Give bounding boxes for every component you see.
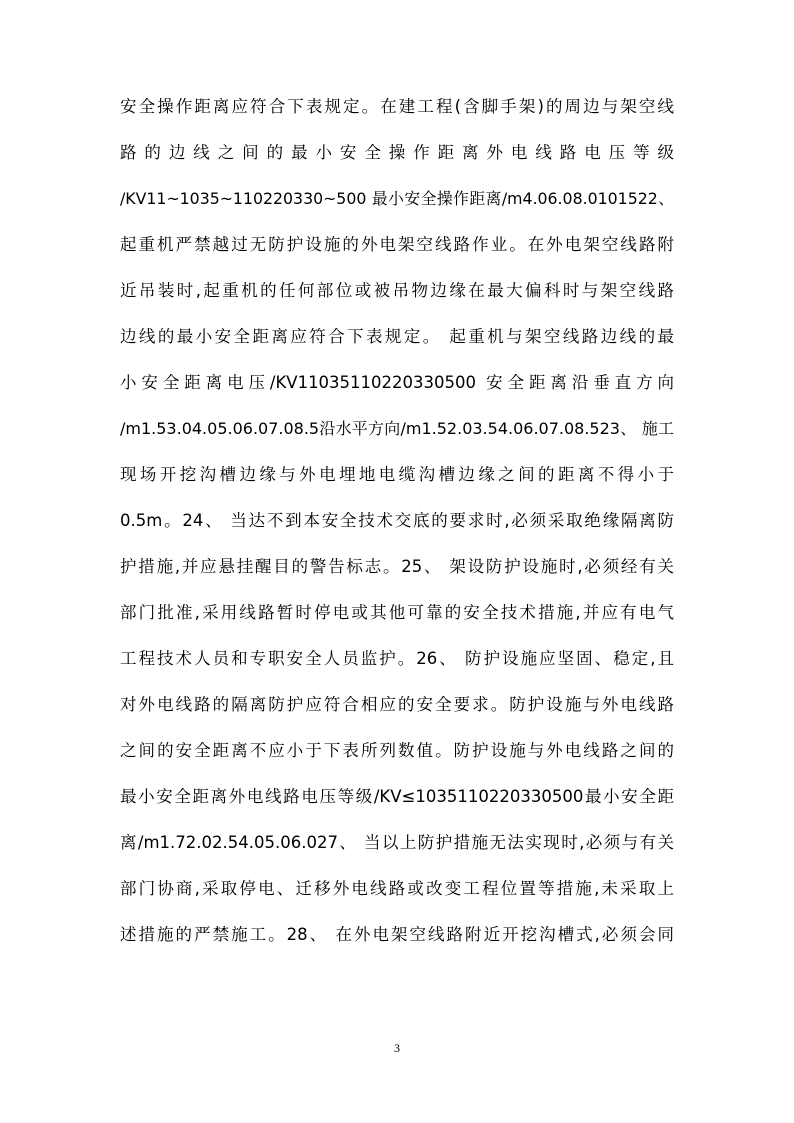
text-line: 述措施的严禁施工。28、 在外电架空线路附近开挖沟槽式,必须会同: [120, 925, 674, 944]
text-line: 部门协商,采取停电、迁移外电线路或改变工程位置等措施,未采取上: [120, 879, 674, 898]
text-line: 之间的安全距离不应小于下表所列数值。防护设施与外电线路之间的: [120, 741, 674, 760]
page-number: 3: [394, 1041, 400, 1055]
text-line: 对外电线路的隔离防护应符合相应的安全要求。防护设施与外电线路: [120, 695, 674, 714]
text-line: 近吊装时,起重机的任何部位或被吊物边缘在最大偏科时与架空线路: [120, 281, 674, 300]
text-line: 路的边线之间的最小安全操作距离外电线路电压等级: [120, 143, 674, 162]
text-line: 小安全距离电压/KV11035110220330500 安全距离沿垂直方向: [120, 373, 674, 392]
text-line: 安全操作距离应符合下表规定。在建工程(含脚手架)的周边与架空线: [120, 97, 674, 116]
text-line: 护措施,并应悬挂醒目的警告标志。25、 架设防护设施时,必须经有关: [120, 557, 674, 576]
text-line: 边线的最小安全距离应符合下表规定。 起重机与架空线路边线的最: [120, 327, 674, 346]
text-line: 离/m1.72.02.54.05.06.027、 当以上防护措施无法实现时,必须与有关: [120, 833, 674, 852]
text-line: /KV11~1035~110220330~500 最小安全操作距离/m4.06.08.0101522、: [120, 189, 674, 208]
text-line: 现场开挖沟槽边缘与外电埋地电缆沟槽边缘之间的距离不得小于: [120, 465, 674, 484]
text-line: 工程技术人员和专职安全人员监护。26、 防护设施应坚固、稳定,且: [120, 649, 674, 668]
text-line: 起重机严禁越过无防护设施的外电架空线路作业。在外电架空线路附: [120, 235, 674, 254]
text-line: 最小安全距离外电线路电压等级/KV≤1035110220330500最小安全距: [120, 787, 674, 806]
text-line: /m1.53.04.05.06.07.08.5沿水平方向/m1.52.03.54.06.07.08.523、 施工: [120, 419, 674, 438]
text-line: 部门批准,采用线路暂时停电或其他可靠的安全技术措施,并应有电气: [120, 603, 674, 622]
text-line: 0.5m。24、 当达不到本安全技术交底的要求时,必须采取绝缘隔离防: [120, 511, 674, 530]
